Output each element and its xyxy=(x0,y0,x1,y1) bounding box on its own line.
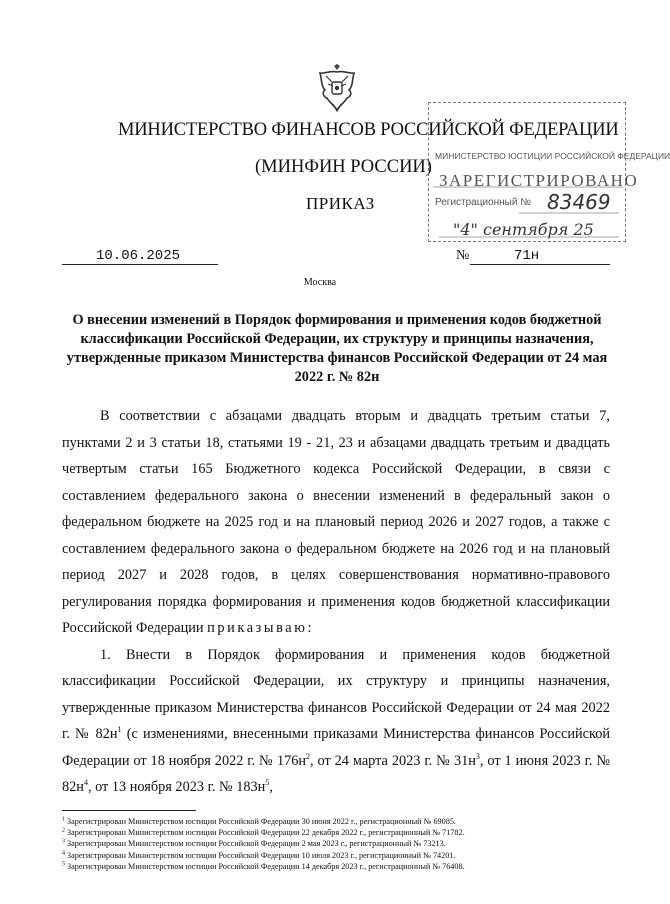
item-1-text: 1. Внести в Порядок формирования и применения кодов бюджетной классификации Российской Федерации, их структуру и принципы назначения, утвержденные приказом Министерства финансов Российской Федерации от 24 мая 2022 г. № 82н xyxy=(62,646,610,742)
document-type: ПРИКАЗ xyxy=(306,194,375,213)
footnote-ref[interactable]: 1 xyxy=(117,725,122,735)
russian-coat-of-arms-icon xyxy=(316,64,358,114)
stamp-department: МИНИСТЕРСТВО ЮСТИЦИИ РОССИЙСКОЙ ФЕДЕРАЦИИ xyxy=(435,151,670,161)
document-date: 10.06.2025 xyxy=(62,248,218,265)
item-1-text: , от 24 марта 2023 г. № 31н xyxy=(310,752,476,769)
number-label: № xyxy=(456,248,470,263)
item-1-text: , от 1 июня 2023 г. № 82н xyxy=(62,752,610,795)
footnote-item: $^1$ Зарегистрирован Министерством юстиции Российской Федерации 30 июня 2022 г., регистрационный № 69085. xyxy=(62,816,456,826)
order-word: приказываю: xyxy=(207,620,315,636)
preamble-text: В соответствии с абзацами двадцать вторым и двадцать третьим статьи 7, пунктами 2 и 3 статьи 18, статьями 19 - 21, 23 и абзацами двадцать третьим и двадцать четвертым статьи 165 Бюджетного кодекса Российской Федерации, в связи с составлением федерального закона о внесении изменений в федеральный закон о федеральном бюджете на 2025 год и на плановый период 2026 и 2027 годов, а также с составлением федерального закона о федеральном бюджете на 2026 год и на плановый период 2027 и 2028 годов, в целях совершенствования нормативно-правового регулирования порядка формирования и применения кодов бюджетной классификации Российской Федерации xyxy=(62,408,610,636)
item-1-text: , xyxy=(269,779,273,795)
ministry-short-name: (МИНФИН РОССИИ) xyxy=(255,157,432,177)
footnote-item: $^2$ Зарегистрирован Министерством юстиции Российской Федерации 22 декабря 2022 г., регистрационный № 71782. xyxy=(62,827,465,838)
document-city: Москва xyxy=(303,277,337,288)
footnote-ref[interactable]: 3 xyxy=(475,751,480,761)
item-1-text: (с изменениями, внесенными приказами Министерства финансов Российской Федерации от 18 ноября 2022 г. № 176н xyxy=(62,726,611,769)
footnote-ref[interactable]: 2 xyxy=(306,751,311,761)
stamp-reg-date: "4" сентября 25 xyxy=(453,220,594,239)
stamp-reg-label: Регистрационный № xyxy=(435,197,531,208)
document-title: О внесении изменений в Порядок формирования и применения кодов бюджетной классификации Российской Федерации, их структуру и принципы назначения, утвержденные приказом Министерства финансов Российской Федерации от 24 мая 2022 г. № 82н xyxy=(66,312,608,385)
stamp-title: ЗАРЕГИСТРИРОВАНО xyxy=(439,171,639,190)
item-1-paragraph xyxy=(62,642,610,801)
registration-stamp xyxy=(428,102,670,242)
footnote-ref[interactable]: 5 xyxy=(265,778,270,788)
ministry-name: МИНИСТЕРСТВО ФИНАНСОВ РОССИЙСКОЙ ФЕДЕРАЦИИ xyxy=(118,120,619,140)
preamble-paragraph xyxy=(62,403,610,642)
stamp-reg-number: 83469 xyxy=(547,190,611,214)
document-number: 71н xyxy=(470,248,610,265)
footnotes xyxy=(62,816,622,872)
footnote-divider xyxy=(62,810,196,811)
footnote-item: $^4$ Зарегистрирован Министерством юстиции Российской Федерации 10 июля 2023 г., регистрационный № 74201. xyxy=(62,849,456,860)
item-1-text: , от 13 ноября 2023 г. № 183н xyxy=(87,779,266,795)
document-body xyxy=(62,403,610,801)
footnote-ref[interactable]: 4 xyxy=(83,778,88,788)
footnote-item: $^3$ Зарегистрирован Министерством юстиции Российской Федерации 2 мая 2023 г., регистрационный № 73213. xyxy=(62,838,446,849)
footnote-item: $^5$ Зарегистрирован Министерством юстиции Российской Федерации 14 декабря 2023 г., регистрационный № 76408. xyxy=(62,861,465,871)
